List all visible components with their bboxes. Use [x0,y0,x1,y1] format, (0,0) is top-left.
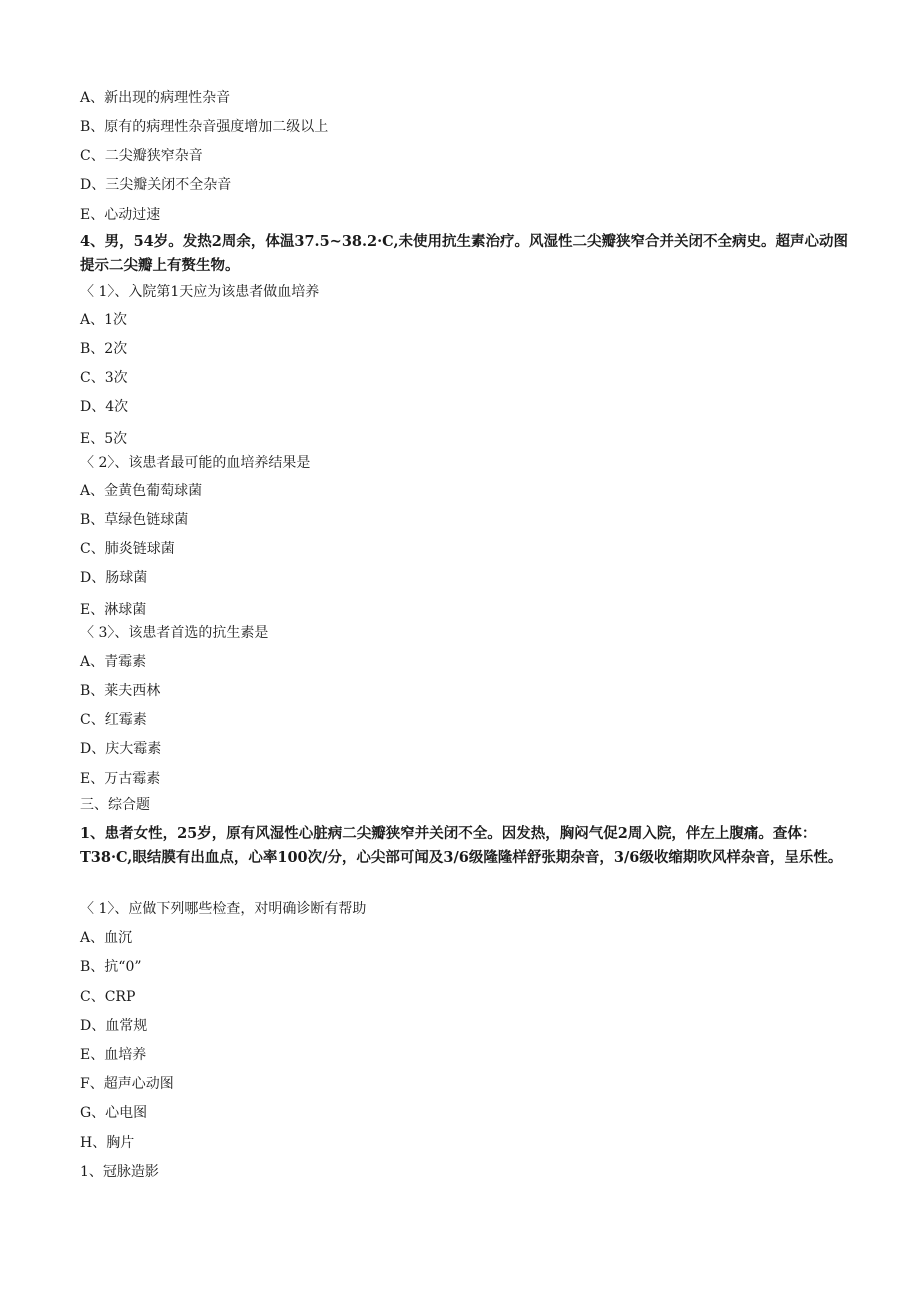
s3q1-option-f: F、超声心动图 [80,1076,174,1092]
q4-sub2-question: 〈 2〉、该患者最可能的血培养结果是 [80,455,311,471]
q4-sub2-option-b: B、草绿色链球菌 [80,512,189,528]
q4-sub3-option-d: D、庆大霉素 [80,741,162,757]
s3q1-option-a: A、血沉 [80,930,133,946]
s3q1-option-h: H、胸片 [80,1135,135,1151]
q4-sub2-option-a: A、金黄色葡萄球菌 [80,483,203,499]
s3q1-option-i: 1、冠脉造影 [80,1164,159,1180]
s3q1-option-d: D、血常规 [80,1018,148,1034]
option-c: C、二尖瓣狭窄杂音 [80,148,203,164]
q4-sub2-option-d: D、肠球菌 [80,570,148,586]
q4-sub3-question: 〈 3〉、该患者首选的抗生素是 [80,625,269,641]
q4-sub3-option-b: B、莱夫西林 [80,683,161,699]
q4-sub1-option-d: D、4次 [80,399,129,415]
s3q1-option-b: B、抗“0” [80,959,142,975]
q4-sub1-option-a: A、1次 [80,312,128,328]
q4-sub2-option-e: E、淋球菌 [80,602,147,618]
s3q1-option-g: G、心电图 [80,1105,148,1121]
option-d: D、三尖瓣关闭不全杂音 [80,177,232,193]
q4-sub2-option-c: C、肺炎链球菌 [80,541,175,557]
option-a: A、新出现的病理性杂音 [80,90,231,106]
option-b: B、原有的病理性杂音强度增加二级以上 [80,119,329,135]
q4-sub1-question: 〈 1〉、入院第1天应为该患者做血培养 [80,284,320,300]
q4-sub3-option-a: A、青霉素 [80,654,147,670]
s3q1-option-c: C、CRP [80,989,136,1005]
q4-sub3-option-c: C、红霉素 [80,712,147,728]
question-4-stem: 4、男，54岁。发热2周余，体温37.5~38.2·C,未使用抗生素治疗。风湿性二尖瓣狭窄合并关闭不全病史。超声心动图提示二尖瓣上有赘生物。 [80,233,849,274]
section-3-heading: 三、综合题 [80,797,150,813]
s3q1-option-e: E、血培养 [80,1047,147,1063]
s3q1-sub1-question: 〈 1〉、应做下列哪些检查，对明确诊断有帮助 [80,901,367,917]
q4-sub1-option-c: C、3次 [80,370,128,386]
section3-question-1-stem: 1、患者女性，25岁，原有风湿性心脏病二尖瓣狭窄并关闭不全。因发热，胸闷气促2周入院，伴左上腹痛。查体：T38·C,眼结膜有出血点，心率100次/分，心尖部可闻及3/6级隆隆样舒张期杂音，3/6级收缩期吹风样杂音，呈乐性。 [80,825,843,866]
option-e: E、心动过速 [80,207,161,223]
q4-sub1-option-b: B、2次 [80,341,128,357]
q4-sub1-option-e: E、5次 [80,431,128,447]
q4-sub3-option-e: E、万古霉素 [80,771,161,787]
